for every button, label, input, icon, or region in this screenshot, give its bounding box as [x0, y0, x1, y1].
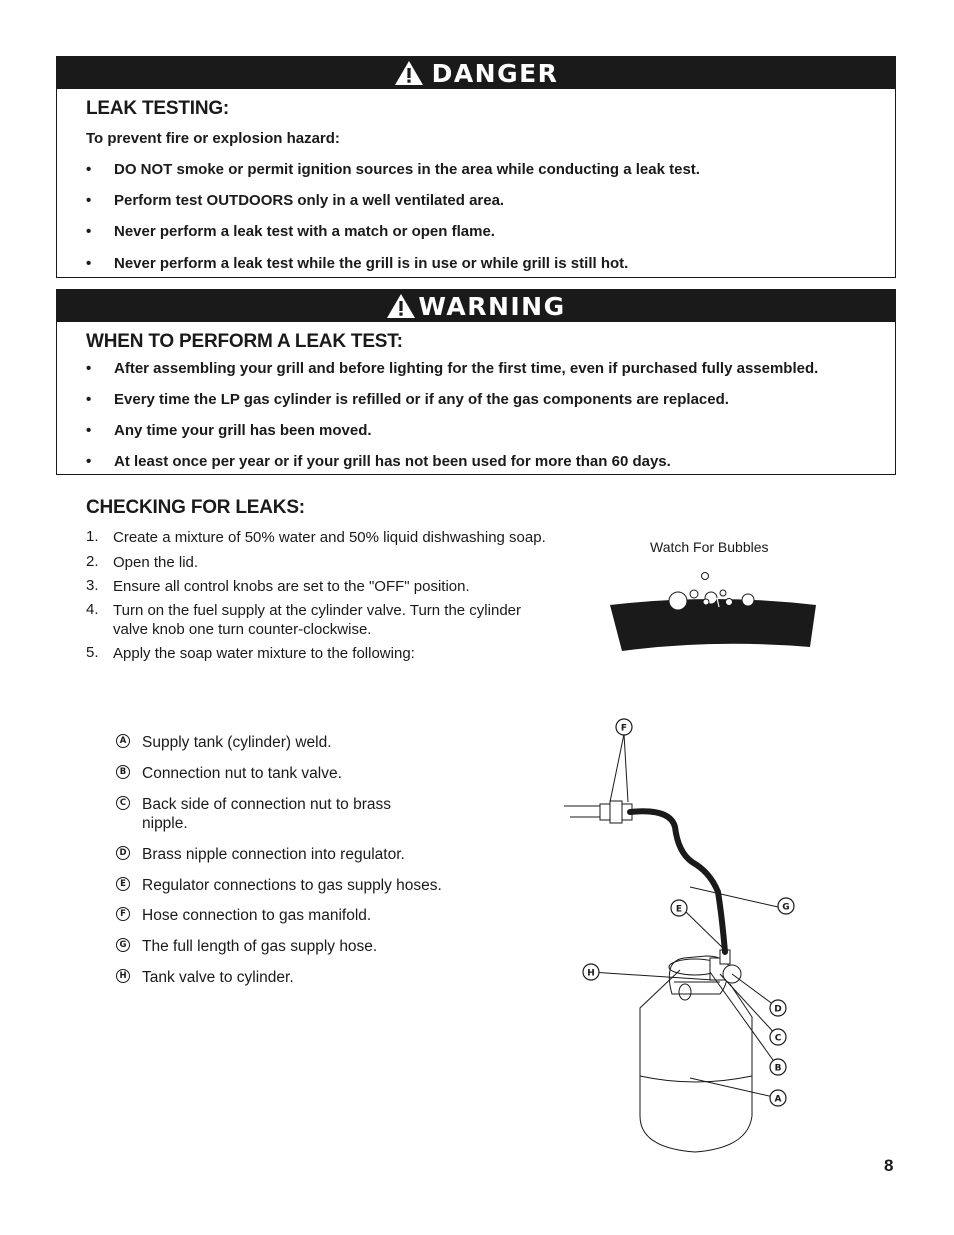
letter-badge: C: [116, 796, 130, 810]
step-item: 4. Turn on the fuel supply at the cylinder valve. Turn the cylinder valve knob one turn counter-clockwise.: [86, 601, 521, 638]
bubbles-illustration: [605, 565, 821, 657]
warning-box: [56, 289, 896, 475]
when-to-test-heading: WHEN TO PERFORM A LEAK TEST:: [86, 331, 403, 352]
letter-badge: A: [116, 734, 130, 748]
diagram-label-f: F: [620, 723, 628, 734]
leak-point-item: F Hose connection to gas manifold.: [116, 906, 476, 925]
danger-bullet: • Never perform a leak test with a match or open flame.: [86, 223, 495, 240]
danger-bullet: • Never perform a leak test while the grill is in use or while grill is still hot.: [86, 255, 629, 272]
step-item: 2. Open the lid.: [86, 553, 199, 571]
warning-bullet: • Every time the LP gas cylinder is refilled or if any of the gas components are replaced.: [86, 391, 729, 408]
danger-banner: [57, 57, 895, 89]
diagram-label-h: H: [587, 968, 595, 979]
danger-bullet: • DO NOT smoke or permit ignition sources in the area while conducting a leak test.: [86, 161, 700, 178]
leak-point-item: H Tank valve to cylinder.: [116, 968, 476, 987]
step-item: 1. Create a mixture of 50% water and 50% liquid dishwashing soap.: [86, 528, 546, 546]
warning-triangle-icon: [394, 60, 424, 86]
lp-tank-diagram: [560, 712, 800, 1157]
step-item: 3. Ensure all control knobs are set to the "OFF" position.: [86, 577, 470, 595]
warning-banner: [57, 290, 895, 322]
warning-banner-label: WARNING: [418, 291, 566, 321]
leak-testing-heading: LEAK TESTING:: [86, 98, 230, 119]
diagram-label-g: G: [782, 902, 790, 913]
leak-point-item: A Supply tank (cylinder) weld.: [116, 733, 476, 752]
checking-heading: CHECKING FOR LEAKS:: [86, 497, 305, 518]
step-item: 5. Apply the soap water mixture to the following:: [86, 644, 415, 662]
letter-badge: D: [116, 846, 130, 860]
letter-badge: E: [116, 877, 130, 891]
letter-badge: B: [116, 765, 130, 779]
leak-point-item: D Brass nipple connection into regulator.: [116, 845, 476, 864]
page-number: 8: [884, 1156, 894, 1175]
warning-bullet: • At least once per year or if your grill has not been used for more than 60 days.: [86, 453, 671, 470]
danger-banner-label: DANGER: [431, 58, 559, 88]
leak-point-item: E Regulator connections to gas supply hoses.: [116, 876, 476, 895]
bubbles-caption: Watch For Bubbles: [650, 539, 769, 555]
diagram-label-a: A: [774, 1094, 782, 1105]
leak-point-item: G The full length of gas supply hose.: [116, 937, 476, 956]
diagram-label-c: C: [774, 1033, 782, 1044]
letter-badge: F: [116, 907, 130, 921]
leak-point-item: B Connection nut to tank valve.: [116, 764, 476, 783]
letter-badge: G: [116, 938, 130, 952]
danger-bullet: • Perform test OUTDOORS only in a well ventilated area.: [86, 192, 505, 209]
leak-point-item: C Back side of connection nut to brass nipple.: [116, 795, 436, 833]
letter-badge: H: [116, 969, 130, 983]
danger-intro: To prevent fire or explosion hazard:: [86, 130, 340, 147]
diagram-label-d: D: [774, 1004, 782, 1015]
diagram-label-b: B: [774, 1063, 782, 1074]
warning-triangle-icon: [386, 293, 416, 319]
warning-bullet: • After assembling your grill and before lighting for the first time, even if purchased fully assembled.: [86, 360, 819, 377]
diagram-label-e: E: [675, 904, 683, 915]
warning-bullet: • Any time your grill has been moved.: [86, 422, 372, 439]
